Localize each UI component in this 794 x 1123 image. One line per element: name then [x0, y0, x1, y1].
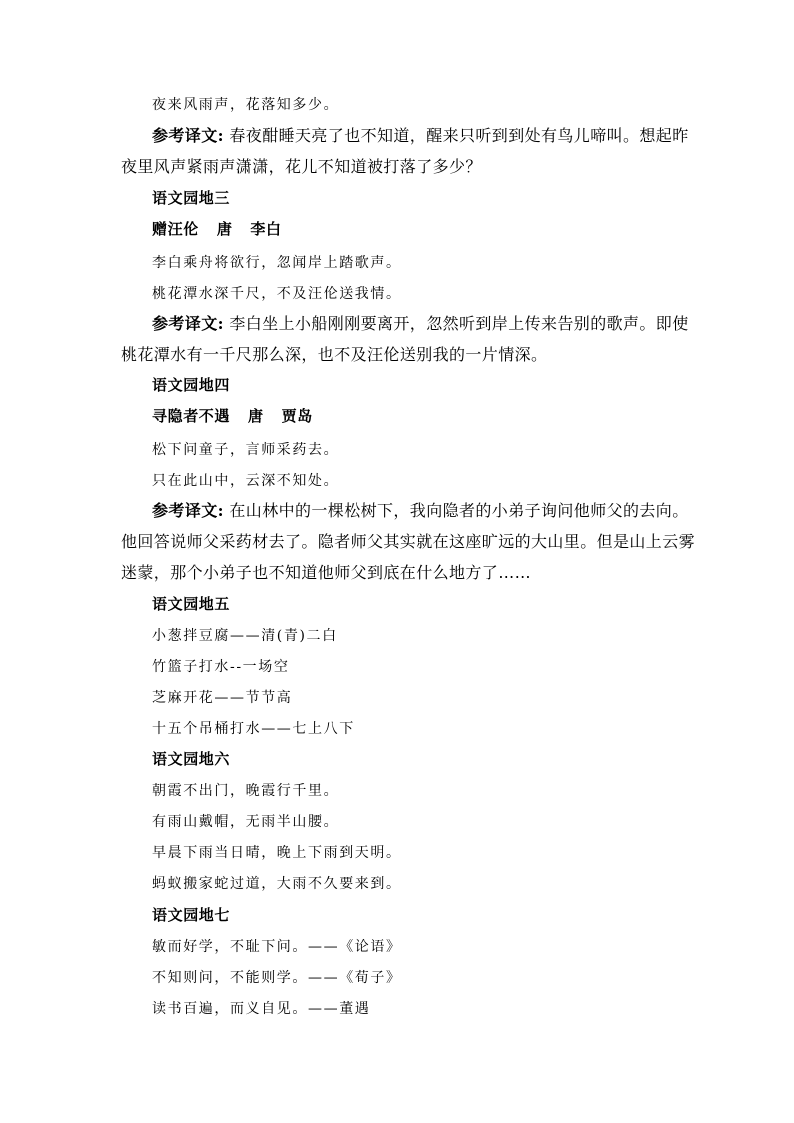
section-heading: 语文园地六 — [152, 750, 231, 768]
poem-title-line — [152, 409, 313, 424]
proverb-line: 有雨山戴帽，无雨半山腰。 — [152, 814, 340, 830]
proverb-line: 朝霞不出门，晚霞行千里。 — [152, 783, 340, 799]
translation-line: 桃花潭水有一千尺那么深，也不及汪伦送别我的一片情深。 — [121, 345, 548, 364]
poem-title: 寻隐者不遇 — [152, 407, 231, 425]
translation-label: 参考译文: — [152, 314, 224, 333]
section-heading: 语文园地四 — [152, 376, 231, 394]
translation-line — [152, 503, 689, 519]
saying-line: 十五个吊桶打水——七上八下 — [152, 721, 355, 737]
translation-text: 在山林中的一棵松树下，我向隐者的小弟子询问他师父的去向。 — [223, 501, 689, 520]
saying-line: 芝麻开花——节节高 — [152, 690, 293, 706]
saying-line: 竹篮子打水--一场空 — [152, 659, 290, 675]
translation-line — [152, 316, 689, 332]
translation-line: 他回答说师父采药材去了。隐者师父其实就在这座旷远的大山里。但是山上云雾 — [121, 532, 696, 551]
poem-dynasty: 唐 — [216, 220, 233, 238]
section-heading: 语文园地七 — [152, 906, 231, 924]
proverb-line: 早晨下雨当日晴，晚上下雨到天明。 — [152, 845, 402, 861]
poem-line: 桃花潭水深千尺，不及汪伦送我情。 — [152, 286, 402, 302]
section-heading: 语文园地五 — [152, 595, 231, 613]
quote-line: 读书百遍，而义自见。——董遇 — [152, 1001, 371, 1017]
poem-title: 赠汪伦 — [152, 220, 199, 238]
poem-title-line — [152, 222, 282, 237]
translation-line — [152, 128, 689, 144]
poem-dynasty: 唐 — [248, 407, 264, 425]
poem-line: 松下问童子，言师采药去。 — [152, 442, 340, 458]
quote-line: 不知则问，不能则学。——《荀子》 — [152, 970, 402, 986]
poem-author: 李白 — [250, 220, 282, 238]
proverb-line: 蚂蚁搬家蛇过道，大雨不久要来到。 — [152, 876, 402, 892]
translation-text: 李白坐上小船刚刚要离开，忽然听到岸上传来告别的歌声。即使 — [223, 314, 689, 333]
translation-label: 参考译文: — [152, 501, 224, 520]
translation-line: 夜里风声紧雨声潇潇，花儿不知道被打落了多少？ — [121, 157, 482, 176]
translation-text: 春夜酣睡天亮了也不知道，醒来只听到到处有鸟儿啼叫。想起昨 — [223, 126, 689, 145]
section-heading: 语文园地三 — [152, 189, 231, 207]
translation-label: 参考译文: — [152, 126, 224, 145]
poem-line: 只在此山中，云深不知处。 — [152, 473, 340, 489]
saying-line: 小葱拌豆腐——清(青)二白 — [152, 628, 338, 644]
quote-line: 敏而好学，不耻下问。——《论语》 — [152, 939, 402, 955]
translation-line: 迷蒙，那个小弟子也不知道他师父到底在什么地方了…… — [121, 563, 532, 582]
poem-line: 夜来风雨声，花落知多少。 — [152, 97, 340, 113]
poem-author: 贾岛 — [281, 407, 313, 425]
poem-line: 李白乘舟将欲行，忽闻岸上踏歌声。 — [152, 255, 402, 271]
